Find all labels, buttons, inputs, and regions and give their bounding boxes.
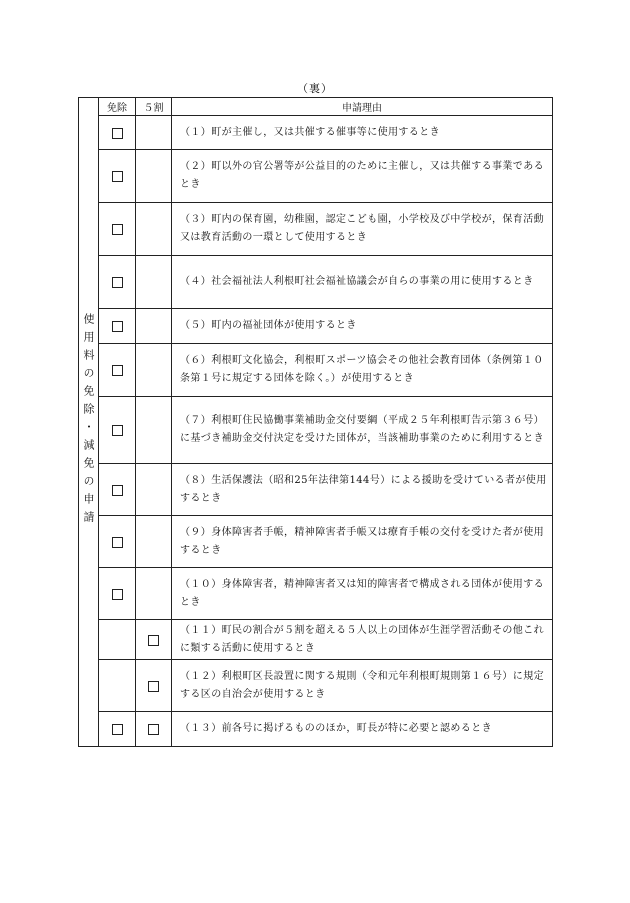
exemption-checkbox[interactable]: [112, 224, 123, 235]
half-reduction-cell: [136, 516, 172, 568]
exemption-checkbox[interactable]: [112, 537, 123, 548]
reason-text: （１１）町民の割合が５割を超える５人以上の団体が生涯学習活動その他これに類する活動に使用するとき: [172, 620, 553, 660]
exemption-application-table: [78, 97, 553, 747]
half-reduction-cell: [136, 397, 172, 464]
table-row: [79, 309, 553, 344]
half-reduction-checkbox[interactable]: [148, 724, 159, 735]
half-reduction-checkbox-cell[interactable]: [136, 620, 172, 660]
table-row: [79, 116, 553, 150]
exemption-column-header: 免除: [99, 98, 136, 116]
table-row: [79, 150, 553, 203]
exemption-checkbox-cell[interactable]: [99, 309, 136, 344]
exemption-checkbox-cell[interactable]: [99, 712, 136, 747]
exemption-checkbox-cell[interactable]: [99, 150, 136, 203]
exemption-checkbox-cell[interactable]: [99, 516, 136, 568]
half-reduction-cell: [136, 309, 172, 344]
exemption-checkbox-cell[interactable]: [99, 568, 136, 620]
reason-text: （４）社会福祉法人利根町社会福祉協議会が自らの事業の用に使用するとき: [172, 256, 553, 309]
exemption-checkbox-cell[interactable]: [99, 464, 136, 516]
table-row: [79, 660, 553, 712]
half-reduction-cell: [136, 344, 172, 397]
exemption-checkbox-cell[interactable]: [99, 116, 136, 150]
reason-column-header: 申請理由: [172, 98, 553, 116]
exemption-cell: [99, 620, 136, 660]
table-row: [79, 203, 553, 256]
half-reduction-cell: [136, 150, 172, 203]
exemption-checkbox[interactable]: [112, 321, 123, 332]
exemption-checkbox-cell[interactable]: [99, 203, 136, 256]
exemption-checkbox-cell[interactable]: [99, 344, 136, 397]
reason-text: （６）利根町文化協会，利根町スポーツ協会その他社会教育団体（条例第１０条第１号に規定する団体を除く。）が使用するとき: [172, 344, 553, 397]
reason-text: （１）町が主催し，又は共催する催事等に使用するとき: [172, 116, 553, 150]
exemption-checkbox[interactable]: [112, 128, 123, 139]
exemption-checkbox-cell[interactable]: [99, 397, 136, 464]
reason-text: （１２）利根町区長設置に関する規則（令和元年利根町規則第１６号）に規定する区の自治会が使用するとき: [172, 660, 553, 712]
table-row: [79, 620, 553, 660]
exemption-checkbox-cell[interactable]: [99, 256, 136, 309]
reason-text: （１３）前各号に掲げるもののほか，町長が特に必要と認めるとき: [172, 712, 553, 747]
reason-text: （９）身体障害者手帳，精神障害者手帳又は療育手帳の交付を受けた者が使用するとき: [172, 516, 553, 568]
reason-text: （２）町以外の官公署等が公益目的のために主催し，又は共催する事業であるとき: [172, 150, 553, 203]
half-reduction-checkbox-cell[interactable]: [136, 660, 172, 712]
half-reduction-cell: [136, 256, 172, 309]
table-row: [79, 712, 553, 747]
exemption-cell: [99, 660, 136, 712]
table-row: [79, 516, 553, 568]
half-reduction-checkbox[interactable]: [148, 681, 159, 692]
table-row: [79, 344, 553, 397]
reason-text: （１０）身体障害者，精神障害者又は知的障害者で構成される団体が使用するとき: [172, 568, 553, 620]
table-row: [79, 568, 553, 620]
half-reduction-cell: [136, 116, 172, 150]
exemption-checkbox[interactable]: [112, 589, 123, 600]
half-reduction-cell: [136, 203, 172, 256]
reason-text: （３）町内の保育園，幼稚園，認定こども園，小学校及び中学校が，保育活動又は教育活動の一環として使用するとき: [172, 203, 553, 256]
reason-text: （７）利根町住民協働事業補助金交付要綱（平成２５年利根町告示第３６号）に基づき補助金交付決定を受けた団体が，当該補助事業のために利用するとき: [172, 397, 553, 464]
page-heading: （裏）: [297, 82, 333, 95]
exemption-checkbox[interactable]: [112, 171, 123, 182]
side-label: 使用料の免除・減免の申請: [82, 312, 95, 529]
table-row: [79, 256, 553, 309]
half-reduction-cell: [136, 568, 172, 620]
reason-text: （５）町内の福祉団体が使用するとき: [172, 309, 553, 344]
table-row: [79, 397, 553, 464]
table-header-row: [79, 98, 553, 116]
exemption-checkbox[interactable]: [112, 365, 123, 376]
exemption-checkbox[interactable]: [112, 277, 123, 288]
reason-text: （８）生活保護法（昭和25年法律第144号）による援助を受けている者が使用するとき: [172, 464, 553, 516]
exemption-checkbox[interactable]: [112, 724, 123, 735]
half-reduction-cell: [136, 464, 172, 516]
half-reduction-checkbox[interactable]: [148, 635, 159, 646]
exemption-checkbox[interactable]: [112, 425, 123, 436]
table-row: [79, 464, 553, 516]
side-label-cell: [79, 98, 99, 747]
half-reduction-column-header: ５割: [136, 98, 172, 116]
half-reduction-checkbox-cell[interactable]: [136, 712, 172, 747]
exemption-checkbox[interactable]: [112, 485, 123, 496]
